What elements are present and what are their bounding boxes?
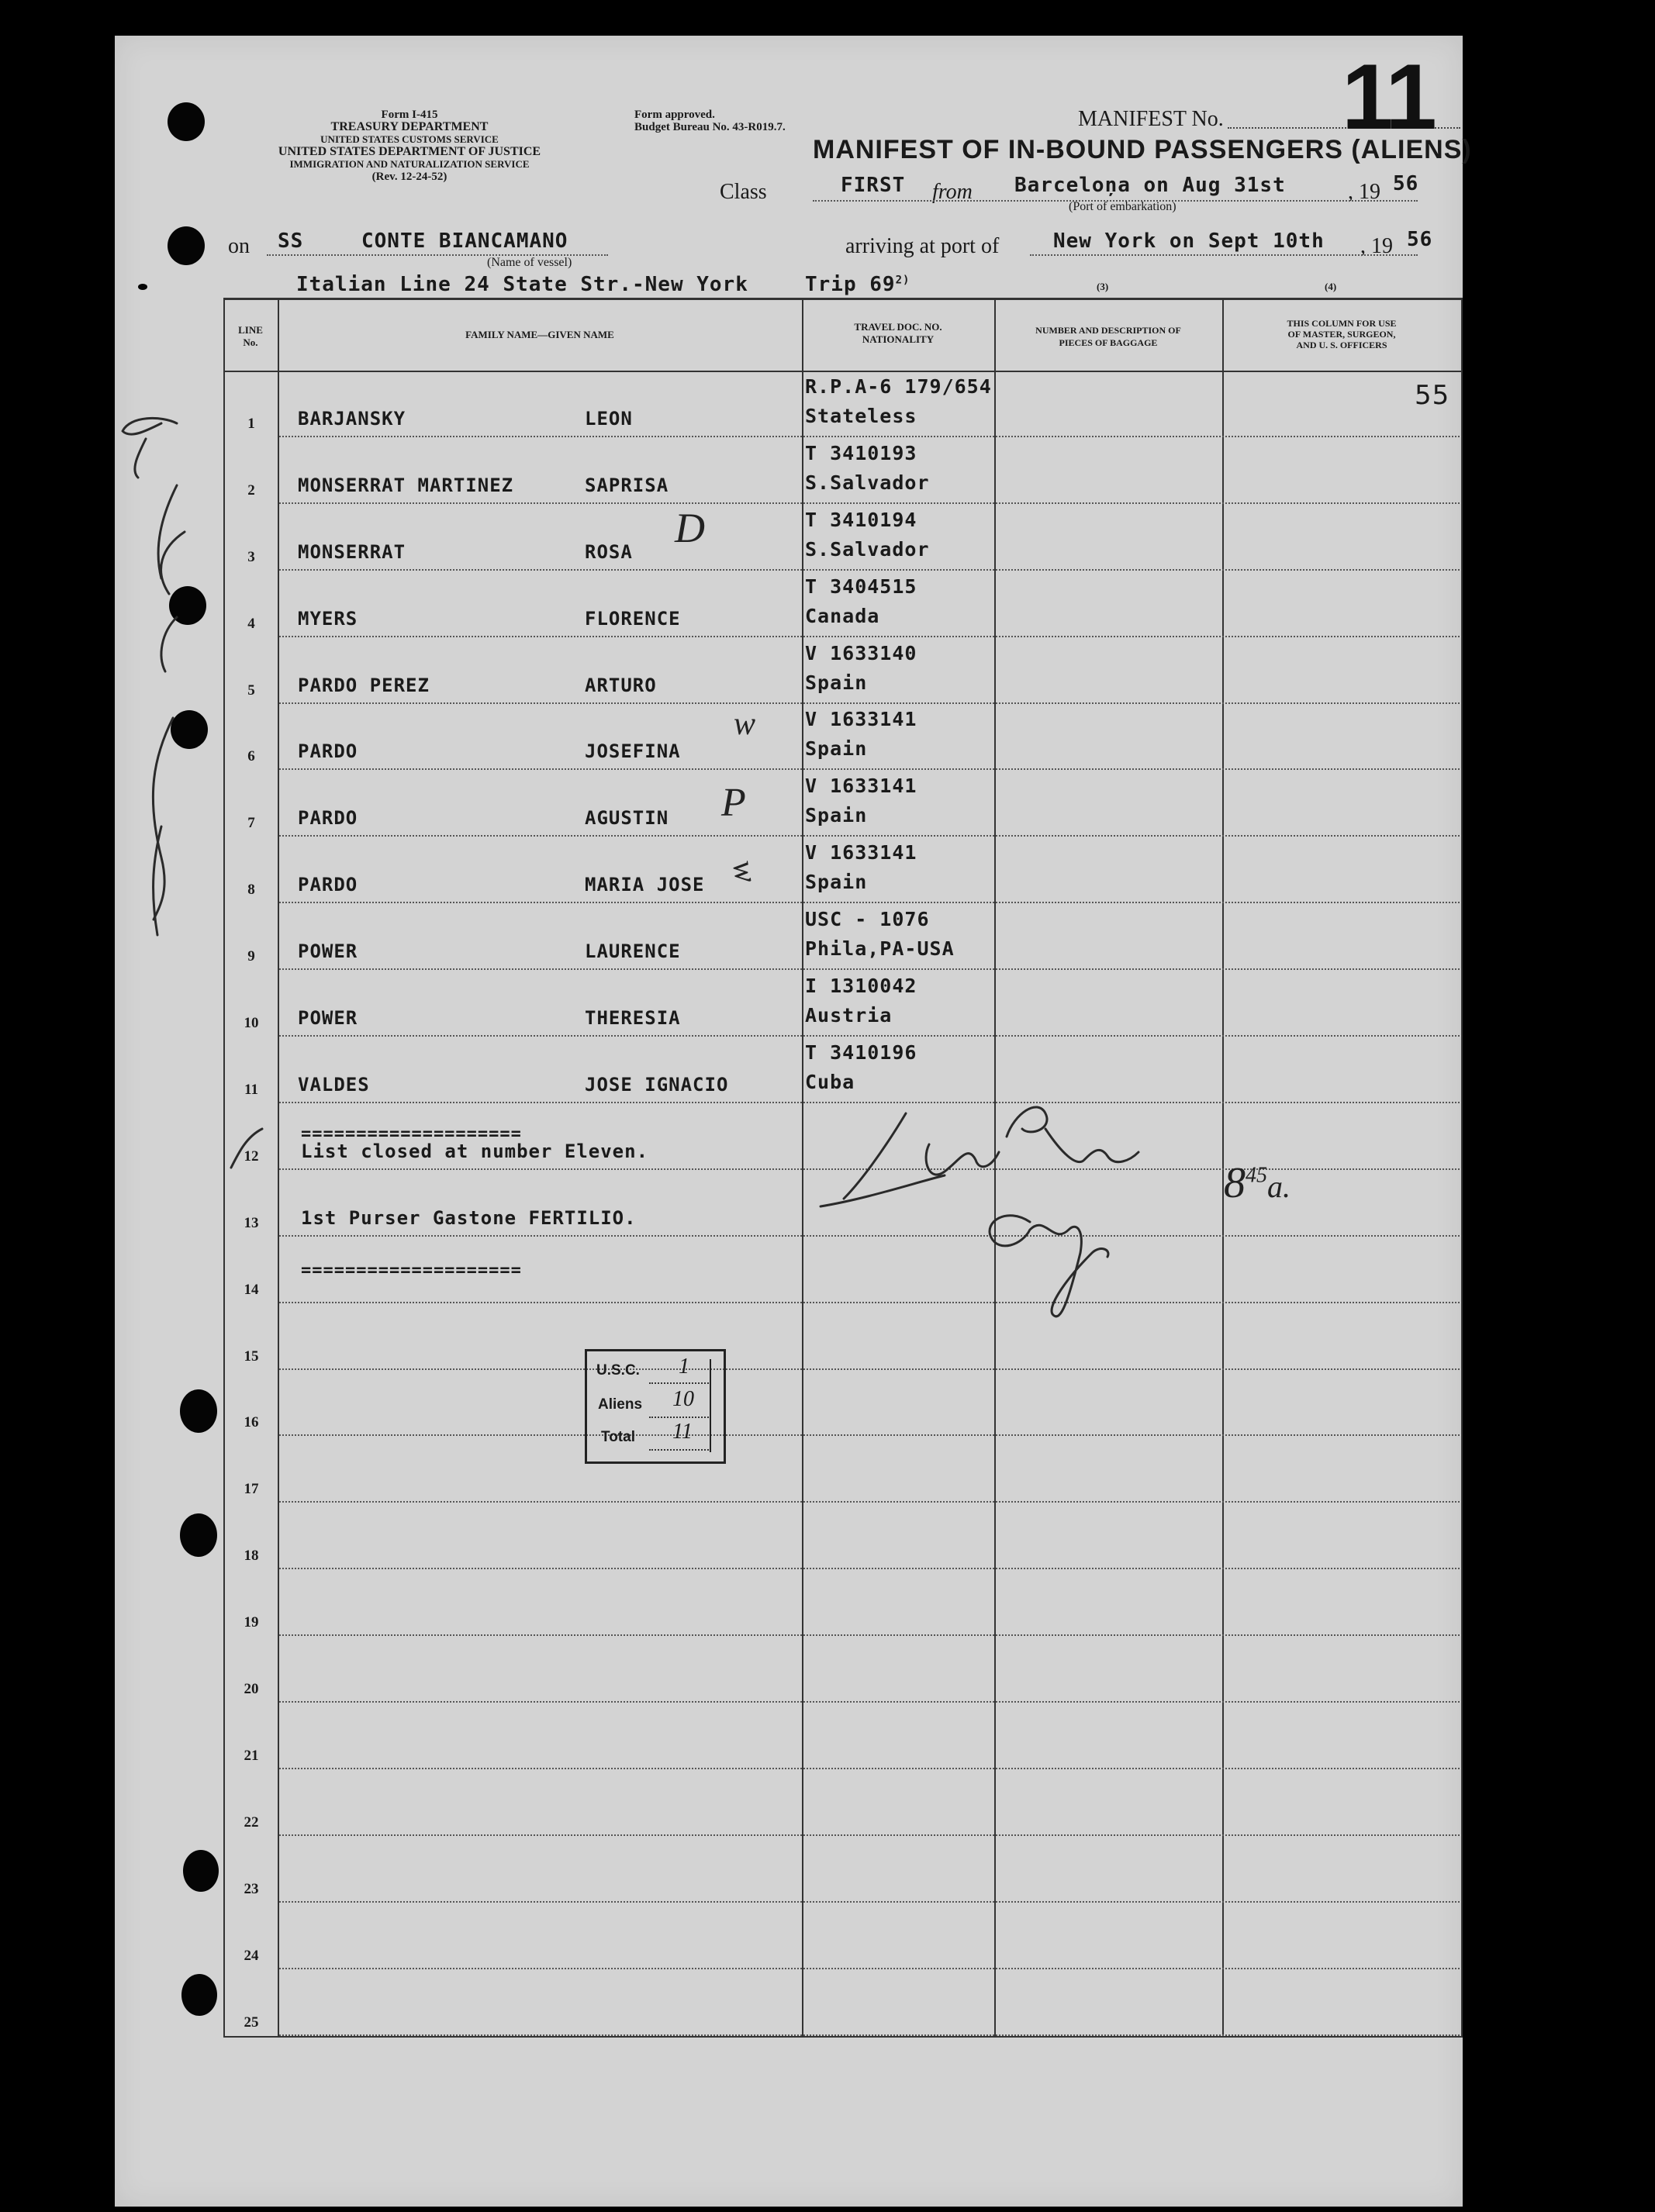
table-bottom-border [223, 2036, 1463, 2038]
col-header-baggage-1: NUMBER AND DESCRIPTION OF [1035, 325, 1181, 336]
line-number: 6 [247, 748, 255, 765]
col-header-officers-2: OF MASTER, SURGEON, [1287, 329, 1396, 340]
line-number: 19 [244, 1614, 259, 1631]
line-number: 1 [247, 415, 255, 432]
col-header-officers-1: THIS COLUMN FOR USE [1287, 318, 1397, 329]
family-name: MONSERRAT MARTINEZ [298, 474, 514, 496]
handwritten-mark-josefina: w [734, 706, 756, 742]
from-year: 56 [1393, 172, 1419, 195]
col4-number: (4) [1325, 281, 1337, 292]
handwritten-time-suffix: a. [1267, 1169, 1290, 1204]
line-number: 21 [244, 1747, 259, 1764]
row-rule [279, 1768, 1460, 1769]
line-number: 5 [247, 682, 255, 699]
row-rule [279, 2034, 1460, 2036]
given-name: THERESIA [585, 1007, 681, 1029]
arrival-year: 56 [1407, 228, 1433, 251]
col-header-officers-3: AND U. S. OFFICERS [1296, 340, 1387, 350]
row-rule [279, 1968, 1460, 1969]
embarkation-port: Barceloņa on Aug 31st [1014, 174, 1286, 197]
budget-bureau: Budget Bureau No. 43-R019.7. [634, 121, 786, 133]
line-number: 8 [247, 882, 255, 899]
line-number: 24 [244, 1947, 259, 1964]
line11-bracket [223, 1121, 285, 1183]
family-name: POWER [298, 1007, 358, 1029]
table-top-border [223, 298, 1463, 300]
stamp-usc-value: 1 [679, 1354, 689, 1379]
row-rule [279, 502, 1460, 504]
given-name: LEON [585, 407, 633, 430]
travel-doc-number: T 3410194 [805, 508, 917, 531]
from-label: from [932, 180, 973, 204]
punch-hole [180, 1389, 217, 1433]
col-header-travel-doc-2: NATIONALITY [862, 333, 935, 345]
row-rule [279, 702, 1460, 704]
row-rule [279, 1434, 1460, 1436]
nationality: Stateless [805, 404, 917, 427]
nationality: Austria [805, 1004, 893, 1027]
travel-doc-number: T 3410193 [805, 441, 917, 464]
manifest-label: MANIFEST No. [1078, 107, 1224, 131]
line-number: 2 [247, 481, 255, 499]
trip-superscript: 2) [895, 274, 910, 287]
row-rule [279, 1834, 1460, 1836]
manifest-number: 11 [1342, 45, 1434, 149]
on-label: on [228, 234, 250, 258]
given-name: ROSA [585, 540, 633, 563]
line-number: 20 [244, 1681, 259, 1697]
family-name: PARDO [298, 807, 358, 830]
col-header-lineno [223, 324, 278, 349]
officer-note: 55 [1415, 379, 1450, 411]
form-id-block [223, 109, 596, 183]
given-name: JOSEFINA [585, 740, 681, 763]
line-number: 23 [244, 1880, 259, 1897]
handwritten-mark-maria: w [724, 858, 765, 885]
given-name: LAURENCE [585, 940, 681, 963]
vessel-name: CONTE BIANCAMANO [361, 229, 568, 253]
travel-doc-number: V 1633140 [805, 641, 917, 664]
nationality: Spain [805, 871, 868, 894]
nationality: S.Salvador [805, 537, 930, 561]
customs-service: UNITED STATES CUSTOMS SERVICE [320, 133, 499, 145]
ins-service: IMMIGRATION AND NATURALIZATION SERVICE [289, 158, 530, 170]
handwritten-time-minutes: 45 [1246, 1163, 1267, 1188]
col-header-name: FAMILY NAME—GIVEN NAME [465, 329, 614, 340]
form-approval-block [634, 109, 786, 133]
nationality: S.Salvador [805, 471, 930, 494]
family-name: BARJANSKY [298, 407, 406, 430]
travel-doc-number: USC - 1076 [805, 908, 930, 931]
stamp-usc-label: U.S.C. [596, 1362, 640, 1379]
trip-number [805, 273, 910, 296]
row-rule [279, 436, 1460, 437]
row-rule [279, 835, 1460, 837]
family-name: PARDO [298, 874, 358, 896]
ss-label: SS [278, 229, 304, 253]
row-rule [279, 569, 1460, 571]
stamp-total-underline [649, 1449, 711, 1451]
vessel-caption: (Name of vessel) [487, 256, 572, 269]
arrival-underline [1030, 254, 1418, 256]
travel-doc-number: V 1633141 [805, 708, 917, 731]
manifest-page [115, 36, 1472, 2207]
line-number: 16 [244, 1414, 259, 1431]
table-right-border [1461, 298, 1463, 2036]
totals-stamp [585, 1349, 726, 1464]
nationality: Canada [805, 604, 880, 627]
stamp-aliens-value: 10 [672, 1387, 694, 1411]
class-value: FIRST [841, 174, 906, 197]
row-rule [279, 636, 1460, 637]
stamp-aliens-underline [649, 1417, 711, 1418]
class-label: Class [720, 180, 767, 204]
form-approved: Form approved. [634, 109, 715, 121]
line-number: 10 [244, 1015, 259, 1031]
handwritten-mark-rosa: D [675, 505, 705, 551]
row-rule [279, 1568, 1460, 1569]
justice-dept: UNITED STATES DEPARTMENT OF JUSTICE [278, 145, 541, 158]
given-name: ARTURO [585, 674, 657, 696]
given-name: MARIA JOSE [585, 874, 705, 896]
col-header-officers [1222, 318, 1461, 350]
line-number: 14 [244, 1281, 259, 1298]
stamp-aliens-label: Aliens [598, 1396, 643, 1413]
line-number: 17 [244, 1481, 259, 1498]
travel-doc-number: T 3410196 [805, 1040, 917, 1064]
shipping-line: Italian Line 24 State Str.-New York [296, 273, 748, 296]
row-rule [279, 1501, 1460, 1503]
family-name: POWER [298, 940, 358, 963]
line-number: 9 [247, 948, 255, 965]
line-number: 18 [244, 1548, 259, 1565]
col-divider-name [802, 298, 803, 2036]
row-rule [279, 1901, 1460, 1903]
stamp-inner-rule [710, 1359, 711, 1452]
line-number: 13 [244, 1214, 259, 1231]
nationality: Spain [805, 737, 868, 761]
travel-doc-number: V 1633141 [805, 841, 917, 864]
row-rule [279, 768, 1460, 770]
col-header-travel-doc [802, 321, 994, 346]
travel-doc-number: I 1310042 [805, 975, 917, 997]
line-number: 7 [247, 815, 255, 832]
port-caption: (Port of embarkation) [1069, 200, 1176, 213]
stamp-total-value: 11 [672, 1420, 693, 1444]
row-rule [279, 968, 1460, 970]
given-name: AGUSTIN [585, 807, 669, 830]
punch-hole [138, 284, 147, 290]
family-name: MONSERRAT [298, 540, 406, 563]
punch-hole [180, 1513, 217, 1557]
header-bottom-border [223, 371, 1463, 372]
treasury-dept: TREASURY DEPARTMENT [330, 120, 489, 133]
family-name: PARDO [298, 740, 358, 763]
travel-doc-number: R.P.A-6 179/654 [805, 374, 992, 398]
nationality: Spain [805, 671, 868, 694]
row-rule [279, 902, 1460, 903]
punch-hole [183, 1850, 219, 1892]
col-header-baggage [994, 324, 1222, 349]
punch-hole [181, 1974, 217, 2016]
line-number: 12 [244, 1147, 259, 1165]
line-number: 15 [244, 1348, 259, 1365]
row-rule [279, 1701, 1460, 1703]
form-number: Form I-415 [381, 109, 438, 121]
row-rule [279, 1035, 1460, 1037]
given-name: FLORENCE [585, 607, 681, 630]
nationality: Cuba [805, 1070, 855, 1093]
manifest-title: MANIFEST OF IN-BOUND PASSENGERS (ALIENS) [813, 135, 1472, 164]
family-bracket-marks [115, 392, 285, 982]
nationality: Spain [805, 804, 868, 827]
stamp-total-label: Total [601, 1429, 635, 1445]
col-header-lineno-1: LINE [238, 324, 263, 336]
arrival-port: New York on Sept 10th [1053, 229, 1325, 253]
family-name: MYERS [298, 607, 358, 630]
family-name: PARDO PEREZ [298, 674, 430, 696]
row-rule [279, 1368, 1460, 1370]
trip-label: Trip 69 [805, 273, 896, 296]
line-number: 25 [244, 2014, 259, 2031]
given-name: JOSE IGNACIO [585, 1073, 729, 1096]
punch-hole [168, 102, 205, 141]
family-name: VALDES [298, 1073, 370, 1096]
row-rule [279, 1634, 1460, 1636]
line-number: 11 [244, 1081, 258, 1098]
travel-doc-number: T 3404515 [805, 575, 917, 598]
handwritten-time-hour: 8 [1224, 1159, 1246, 1207]
closing-note: List closed at number Eleven. [301, 1140, 649, 1162]
line-number: 22 [244, 1813, 259, 1831]
line-number: 4 [247, 615, 255, 632]
col-header-travel-doc-1: TRAVEL DOC. NO. [854, 321, 942, 333]
given-name: SAPRISA [585, 474, 669, 496]
inspector-signature [813, 1067, 1247, 1346]
separator-line: ==================== [301, 1124, 522, 1144]
line-number: 3 [247, 548, 255, 565]
punch-hole [168, 226, 205, 265]
form-revision: (Rev. 12-24-52) [371, 171, 447, 183]
separator-line: ==================== [301, 1261, 522, 1280]
arriving-label: arriving at port of [845, 234, 1000, 258]
col-header-lineno-2: No. [243, 336, 258, 348]
closing-note: 1st Purser Gastone FERTILIO. [301, 1206, 637, 1229]
col-header-baggage-2: PIECES OF BAGGAGE [1059, 337, 1158, 348]
stamp-usc-underline [649, 1382, 711, 1384]
col3-number: (3) [1097, 281, 1109, 292]
handwritten-mark-agustin: P [721, 781, 746, 825]
nationality: Phila,PA-USA [805, 937, 955, 961]
from-year-prefix: , 19 [1348, 180, 1380, 204]
travel-doc-number: V 1633141 [805, 775, 917, 798]
arrival-year-prefix: , 19 [1360, 234, 1393, 258]
